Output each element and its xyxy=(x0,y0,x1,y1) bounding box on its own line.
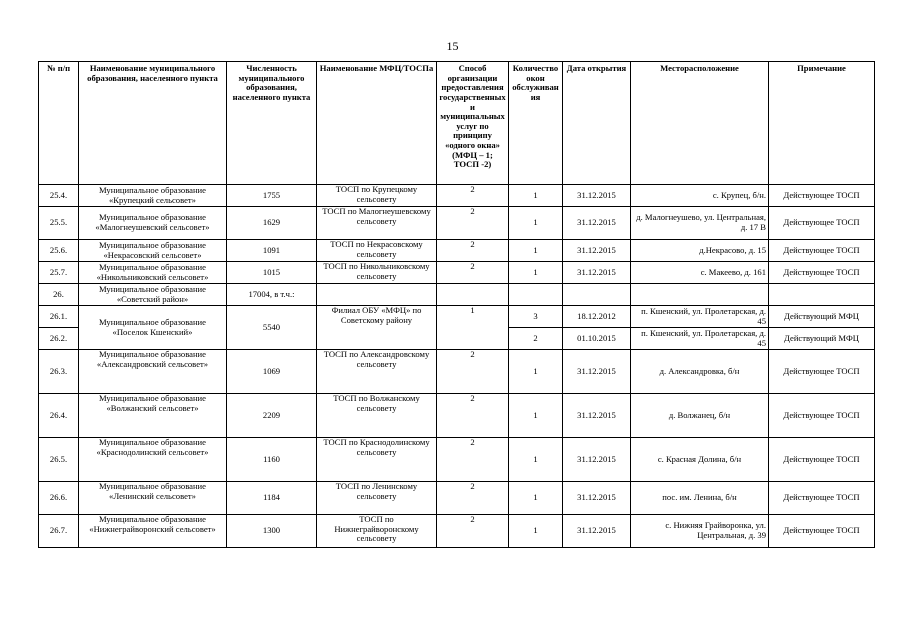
cell-windows: 1 xyxy=(509,438,563,482)
cell-date: 31.12.2015 xyxy=(563,262,631,284)
cell-num: 26.5. xyxy=(39,438,79,482)
cell-date: 31.12.2015 xyxy=(563,482,631,515)
cell-date: 31.12.2015 xyxy=(563,207,631,240)
cell-center-name: ТОСП по Некрасовскому сельсовету xyxy=(317,240,437,262)
cell-date: 31.12.2015 xyxy=(563,394,631,438)
cell-windows: 2 xyxy=(509,328,563,350)
table-row xyxy=(39,482,875,515)
cell-date: 01.10.2015 xyxy=(563,328,631,350)
cell-note: Действующее ТОСП xyxy=(769,394,875,438)
table-row xyxy=(39,240,875,262)
table-row xyxy=(39,207,875,240)
cell-note: Действующее ТОСП xyxy=(769,207,875,240)
cell-population: 1091 xyxy=(227,240,317,262)
cell-windows: 1 xyxy=(509,240,563,262)
cell-note: Действующий МФЦ xyxy=(769,328,875,350)
cell-num: 26.3. xyxy=(39,350,79,394)
cell-municipality: Муниципальное образование «Некрасовский сельсовет» xyxy=(79,240,227,262)
header-windows: Количество окон обслуживания xyxy=(509,62,563,185)
cell-note: Действующее ТОСП xyxy=(769,482,875,515)
cell-center-name: ТОСП по Краснодолинскому сельсовету xyxy=(317,438,437,482)
cell-num: 26.1. xyxy=(39,306,79,328)
header-date: Дата открытия xyxy=(563,62,631,185)
cell-note: Действующее ТОСП xyxy=(769,350,875,394)
cell-note: Действующее ТОСП xyxy=(769,515,875,548)
table-row xyxy=(39,262,875,284)
header-center-name: Наименование МФЦ/ТОСПа xyxy=(317,62,437,185)
cell-method: 2 xyxy=(437,207,509,240)
cell-date: 31.12.2015 xyxy=(563,240,631,262)
cell-population: 2209 xyxy=(227,394,317,438)
cell-date: 31.12.2015 xyxy=(563,438,631,482)
cell-location: с. Крупец, б/н. xyxy=(631,185,769,207)
header-row xyxy=(39,62,875,185)
cell-num: 25.5. xyxy=(39,207,79,240)
cell-location: с. Макеево, д. 161 xyxy=(631,262,769,284)
cell-method: 2 xyxy=(437,185,509,207)
cell-num: 26.7. xyxy=(39,515,79,548)
cell-date: 31.12.2015 xyxy=(563,350,631,394)
cell-num: 26.4. xyxy=(39,394,79,438)
cell-method: 2 xyxy=(437,240,509,262)
cell-center-name: Филиал ОБУ «МФЦ» по Советскому району xyxy=(317,306,437,350)
cell-location: пос. им. Ленина, б/н xyxy=(631,482,769,515)
cell-population: 1069 xyxy=(227,350,317,394)
cell-municipality: Муниципальное образование «Нижнеграйворонский сельсовет» xyxy=(79,515,227,548)
cell-location: п. Кшенский, ул. Пролетарская, д. 45 xyxy=(631,306,769,328)
cell-windows: 3 xyxy=(509,306,563,328)
table-row xyxy=(39,515,875,548)
table-row xyxy=(39,394,875,438)
cell-note: Действующее ТОСП xyxy=(769,240,875,262)
cell-method: 2 xyxy=(437,350,509,394)
cell-population: 5540 xyxy=(227,306,317,350)
cell-note: Действующее ТОСП xyxy=(769,438,875,482)
service-centers-table xyxy=(38,61,875,548)
cell-note: Действующий МФЦ xyxy=(769,306,875,328)
header-method: Способ организации предоставления государственных и муниципальных услуг по принципу «одного окна» (МФЦ – 1; ТОСП -2) xyxy=(437,62,509,185)
header-municipality: Наименование муниципального образования, населенного пункта xyxy=(79,62,227,185)
cell-center-name: ТОСП по Волжанскому сельсовету xyxy=(317,394,437,438)
cell-center-name: ТОСП по Крупецкому сельсовету xyxy=(317,185,437,207)
header-num: № п/п xyxy=(39,62,79,185)
cell-num: 25.7. xyxy=(39,262,79,284)
cell-date: 31.12.2015 xyxy=(563,185,631,207)
table-row xyxy=(39,284,875,306)
cell-note: Действующее ТОСП xyxy=(769,262,875,284)
cell-location: д.Некрасово, д. 15 xyxy=(631,240,769,262)
header-location: Месторасположение xyxy=(631,62,769,185)
cell-municipality: Муниципальное образование «Никольниковский сельсовет» xyxy=(79,262,227,284)
cell-population: 1755 xyxy=(227,185,317,207)
cell-date: 18.12.2012 xyxy=(563,306,631,328)
table-row xyxy=(39,438,875,482)
table-row xyxy=(39,350,875,394)
cell-windows: 1 xyxy=(509,482,563,515)
cell-center-name: ТОСП по Никольниковскому сельсовету xyxy=(317,262,437,284)
cell-location: п. Кшенский, ул. Пролетарская, д. 45 xyxy=(631,328,769,350)
cell-method: 2 xyxy=(437,394,509,438)
cell-windows: 1 xyxy=(509,394,563,438)
table-row xyxy=(39,306,875,328)
cell-num: 26. xyxy=(39,284,79,306)
cell-windows: 1 xyxy=(509,207,563,240)
cell-num: 25.6. xyxy=(39,240,79,262)
cell-location: с. Красная Долина, б/н xyxy=(631,438,769,482)
cell-windows: 1 xyxy=(509,350,563,394)
cell-population: 1629 xyxy=(227,207,317,240)
cell-location: д. Малогнеушево, ул. Центральная, д. 17 В xyxy=(631,207,769,240)
cell-population: 17004, в т.ч.: xyxy=(227,284,317,306)
cell-num: 26.6. xyxy=(39,482,79,515)
cell-center-name xyxy=(317,284,437,306)
cell-method: 2 xyxy=(437,262,509,284)
cell-num: 25.4. xyxy=(39,185,79,207)
cell-municipality: Муниципальное образование «Волжанский сельсовет» xyxy=(79,394,227,438)
cell-population: 1015 xyxy=(227,262,317,284)
cell-center-name: ТОСП по Нижнеграйворонскому сельсовету xyxy=(317,515,437,548)
cell-center-name: ТОСП по Александровскому сельсовету xyxy=(317,350,437,394)
cell-method: 1 xyxy=(437,306,509,350)
cell-method xyxy=(437,284,509,306)
cell-windows: 1 xyxy=(509,515,563,548)
cell-method: 2 xyxy=(437,482,509,515)
cell-municipality: Муниципальное образование «Ленинский сельсовет» xyxy=(79,482,227,515)
cell-method: 2 xyxy=(437,438,509,482)
cell-windows xyxy=(509,284,563,306)
cell-note xyxy=(769,284,875,306)
cell-location: с. Нижняя Грайворонка, ул. Центральная, д. 39 xyxy=(631,515,769,548)
cell-location xyxy=(631,284,769,306)
header-note: Примечание xyxy=(769,62,875,185)
cell-windows: 1 xyxy=(509,185,563,207)
cell-municipality: Муниципальное образование «Александровский сельсовет» xyxy=(79,350,227,394)
cell-note: Действующее ТОСП xyxy=(769,185,875,207)
cell-location: д. Александровка, б/н xyxy=(631,350,769,394)
cell-location: д. Волжанец, б/н xyxy=(631,394,769,438)
cell-municipality: Муниципальное образование «Краснодолинский сельсовет» xyxy=(79,438,227,482)
cell-date xyxy=(563,284,631,306)
cell-population: 1160 xyxy=(227,438,317,482)
cell-municipality: Муниципальное образование «Поселок Кшенский» xyxy=(79,306,227,350)
cell-municipality: Муниципальное образование «Малогнеушевский сельсовет» xyxy=(79,207,227,240)
header-population: Численность муниципального образования, населенного пункта xyxy=(227,62,317,185)
table-row xyxy=(39,185,875,207)
cell-date: 31.12.2015 xyxy=(563,515,631,548)
page-number: 15 xyxy=(446,39,459,53)
cell-population: 1300 xyxy=(227,515,317,548)
cell-num: 26.2. xyxy=(39,328,79,350)
cell-center-name: ТОСП по Малогнеушевскому сельсовету xyxy=(317,207,437,240)
cell-municipality: Муниципальное образование «Советский район» xyxy=(79,284,227,306)
cell-population: 1184 xyxy=(227,482,317,515)
cell-municipality: Муниципальное образование «Крупецкий сельсовет» xyxy=(79,185,227,207)
cell-center-name: ТОСП по Ленинскому сельсовету xyxy=(317,482,437,515)
cell-method: 2 xyxy=(437,515,509,548)
cell-windows: 1 xyxy=(509,262,563,284)
